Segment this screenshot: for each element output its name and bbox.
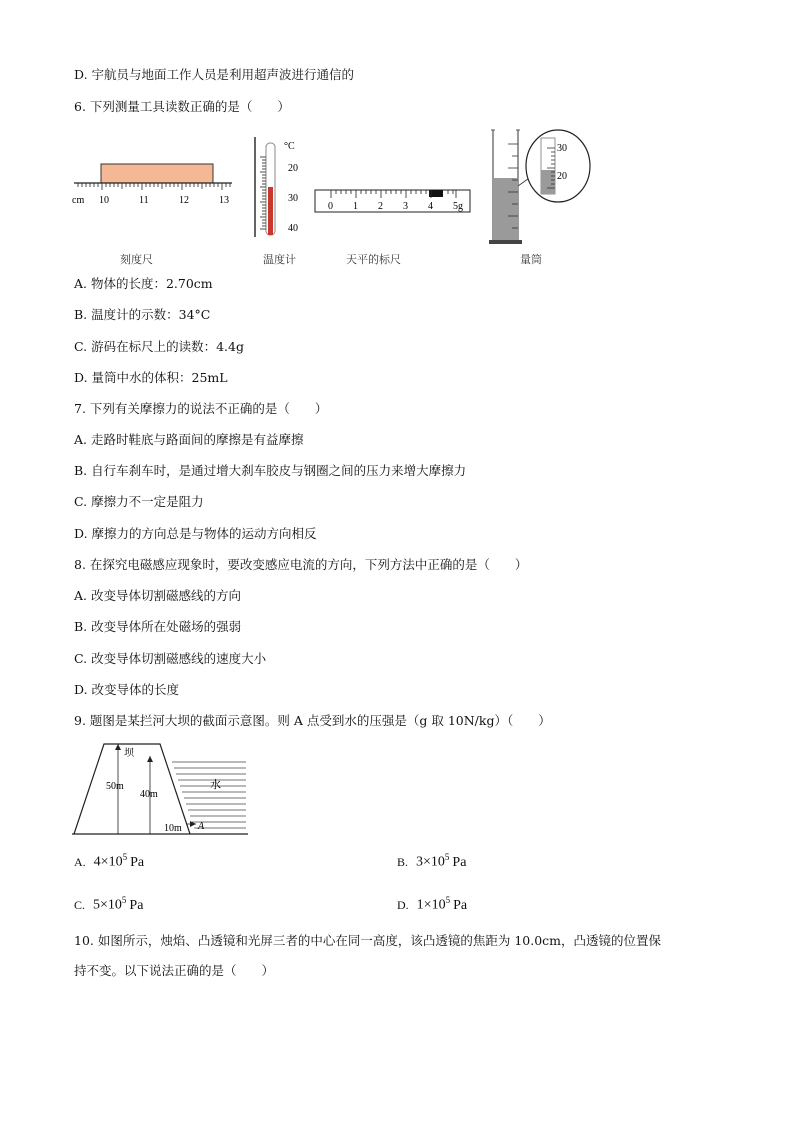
q8-option-a: A. 改变导体切割磁感线的方向 [74,588,241,603]
dam-height-label: 50m [106,781,124,792]
ruler-caption: 刻度尺 [120,253,153,266]
ruler-tick-label: 13 [219,195,229,206]
ruler-unit: cm [72,195,85,206]
option-coefficient: 1 [416,897,424,913]
ruler-tick-label: 10 [99,195,109,206]
balance-tick-label: 4 [428,201,433,212]
option-power-base: ×10 [100,854,123,870]
balance-tick-label: 0 [328,201,333,212]
q6-option-d: D. 量筒中水的体积：25mL [74,370,228,385]
q7-option-b: B. 自行车刹车时，是通过增大刹车胶皮与钢圈之间的压力来增大摩擦力 [74,463,467,478]
balance-scale-figure [313,188,473,218]
thermometer-tick-label: 30 [288,193,298,204]
bottom-distance-label: 10m [164,823,182,834]
option-unit: Pa [130,854,145,870]
q7-stem: 7. 下列有关摩擦力的说法不正确的是（ ） [74,401,328,416]
balance-tick-label: 1 [353,201,358,212]
point-a-label: A [198,821,205,832]
option-exponent: 5 [122,852,128,862]
q6-option-b: B. 温度计的示数：34°C [74,307,211,322]
ruler-tick-label: 12 [179,195,189,206]
q9-option-d [397,895,467,914]
q6-option-a: A. 物体的长度：2.70cm [74,276,213,291]
q10-stem-line2: 持不变。以下说法正确的是（ ） [74,963,275,978]
q6-stem: 6. 下列测量工具读数正确的是（ ） [74,99,290,114]
option-unit: Pa [129,897,144,913]
magnifier-circle [526,130,590,202]
option-letter: B. [397,854,409,869]
ruler-figure [70,155,240,225]
q9-option-a [74,852,144,871]
water-column [493,178,518,240]
thermometer-figure [250,133,310,243]
measured-object [101,164,213,183]
q7-option-d: D. 摩擦力的方向总是与物体的运动方向相反 [74,526,317,541]
option-letter: A. [74,854,86,869]
dam-figure [70,740,250,838]
q9-option-c [74,895,143,914]
thermometer-tick-label: 40 [288,223,298,234]
option-power-base: ×10 [423,897,446,913]
thermometer-tick-label: 20 [288,163,298,174]
dam-label: 坝 [124,748,134,759]
option-unit: Pa [452,854,467,870]
option-coefficient: 5 [93,897,101,913]
option-power-base: ×10 [100,897,122,913]
option-exponent: 5 [121,895,127,905]
ruler-ticks [78,183,230,190]
option-exponent: 5 [444,852,450,862]
cylinder-figure [485,126,595,246]
cylinder-caption: 量筒 [520,253,542,266]
option-exponent: 5 [445,895,451,905]
q7-option-c: C. 摩擦力不一定是阻力 [74,494,204,509]
option-unit: Pa [453,897,468,913]
q6-option-c: C. 游码在标尺上的读数：4.4g [74,339,244,354]
ruler-tick-label: 11 [139,195,149,206]
mercury-column [268,187,273,235]
thermometer-caption: 温度计 [263,253,296,266]
option-power-base: ×10 [423,854,445,870]
option-letter: D. [397,897,409,912]
thermometer-ticks [260,157,266,229]
cylinder-tick-label: 30 [557,143,567,154]
q8-option-c: C. 改变导体切割磁感线的速度大小 [74,651,267,666]
option-letter: C. [74,897,86,912]
magnified-water [541,170,555,194]
balance-tick-label: 2 [378,201,383,212]
q8-option-d: D. 改变导体的长度 [74,682,180,697]
q9-option-b [397,852,466,871]
q7-option-a: A. 走路时鞋底与路面间的摩擦是有益摩擦 [74,432,304,447]
q8-stem: 8. 在探究电磁感应现象时，要改变感应电流的方向，下列方法中正确的是（ ） [74,557,528,572]
thermometer-unit: °C [284,141,295,152]
option-coefficient: 3 [416,854,424,870]
water-depth-label: 40m [140,789,158,800]
balance-tick-label: 3 [403,201,408,212]
q5-option-d: D. 宇航员与地面工作人员是利用超声波进行通信的 [74,67,355,82]
option-coefficient: 4 [93,854,101,870]
balance-tick-label: 5g [453,201,463,212]
q8-option-b: B. 改变导体所在处磁场的强弱 [74,619,242,634]
water-label: 水 [210,778,221,791]
q10-stem-line1: 10. 如图所示，烛焰、凸透镜和光屏三者的中心在同一高度，该凸透镜的焦距为 10.0cm，凸透镜的位置保 [74,933,662,948]
q9-stem: 9. 题图是某拦河大坝的截面示意图。则 A 点受到水的压强是（g 取 10N/kg）（ ） [74,713,551,728]
balance-scale-caption: 天平的标尺 [346,253,401,266]
cylinder-tick-label: 20 [557,171,567,182]
